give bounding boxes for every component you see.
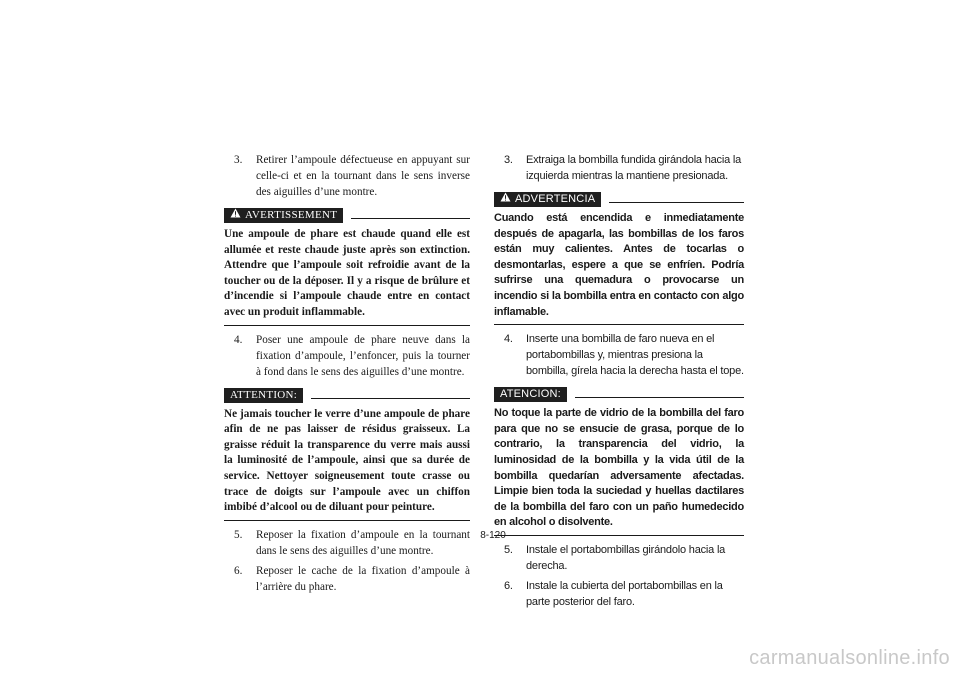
fr-warning-header [224, 208, 470, 223]
warning-triangle-icon [230, 208, 241, 223]
spanish-column [494, 152, 744, 610]
divider [609, 202, 744, 203]
fr-step-5 [234, 527, 470, 559]
es-attention-text: No toque la parte de vidrio de la bombilla del faro para que no se ensucie de grasa, porque de lo contrario, la transparencia del vidrio, la luminosidad de la bombilla y la vida útil de la bombilla quedarían adversamente afectadas. Limpie bien toda la suciedad y huellas dactilares de la bombilla del faro con un paño humedecido en alcohol o disolvente. [494, 406, 744, 536]
step-text: Poser une ampoule de phare neuve dans la fixation d’ampoule, l’enfoncer, puis la tourner à fond dans le sens des aiguilles d’une montre. [256, 333, 470, 378]
es-warning-badge [494, 192, 601, 207]
page-number: 8-120 [480, 530, 506, 541]
es-attention-badge [494, 387, 567, 402]
fr-step-3 [234, 152, 470, 200]
step-text: Inserte una bombilla de faro nueva en el portabombillas y, mientras presiona la bombilla, gírela hacia la derecha hasta el tope. [526, 333, 744, 378]
es-step-3 [504, 152, 744, 184]
step-number: 5. [504, 543, 513, 556]
fr-warning-text: Une ampoule de phare est chaude quand elle est allumée et reste chaude juste après son extinction. Attendre que l’ampoule soit refroidie avant de la toucher ou de la déposer. Il y a risque de brûlure et d’incendie si l’ampoule chaude entre en contact avec un produit inflammable. [224, 227, 470, 326]
step-text: Instale el portabombillas girándolo hacia la derecha. [526, 543, 726, 572]
fr-warning-badge [224, 208, 343, 223]
divider [311, 398, 470, 399]
es-attention-header [494, 387, 744, 402]
step-text: Retirer l’ampoule défectueuse en appuyant sur celle-ci et en la tournant dans le sens inverse des aiguilles d’une montre. [256, 154, 470, 198]
step-number: 3. [504, 154, 513, 166]
watermark: carmanualsonline.info [749, 647, 950, 669]
fr-step-4 [234, 332, 470, 380]
step-number: 6. [504, 579, 513, 592]
step-text: Instale la cubierta del portabombillas en la parte posterior del faro. [526, 579, 723, 608]
step-number: 4. [504, 333, 513, 346]
es-warning-label: ADVERTENCIA [515, 193, 596, 205]
warning-triangle-icon [500, 192, 511, 207]
step-text: Extraiga la bombilla fundida girándola hacia la izquierda mientras la mantiene presionada. [526, 154, 742, 182]
es-warning-text: Cuando está encendida e inmediatamente después de apagarla, las bombillas de los faros están muy calientes. Antes de tocarlas o desmontarlas, espere a que se enfríen. Podría sufrirse una quemadura o provocarse un incendio si la bombilla entra en contacto con algo inflamable. [494, 211, 744, 325]
divider [575, 397, 744, 398]
french-column [224, 152, 470, 595]
divider [351, 218, 470, 219]
es-warning-header [494, 192, 744, 207]
es-step-5 [504, 542, 744, 574]
es-attention-label: ATENCION: [500, 388, 561, 401]
fr-warning-label: AVERTISSEMENT [245, 209, 338, 221]
step-number: 5. [234, 528, 243, 541]
fr-step-6 [234, 563, 470, 595]
fr-attention-label: ATTENTION: [230, 388, 298, 401]
fr-attention-header [224, 388, 470, 403]
fr-attention-badge [224, 388, 303, 403]
es-step-6 [504, 578, 744, 610]
step-number: 3. [234, 154, 243, 166]
fr-attention-text: Ne jamais toucher le verre d’une ampoule de phare afin de ne pas laisser de résidus graisseux. La graisse réduit la transparence du verre mais aussi la luminosité de l’ampoule, ainsi que sa durée de service. Nettoyer soigneusement toute crasse ou trace de doigts sur l’ampoule avec un chiffon imbibé d’alcool ou de diluant pour peinture. [224, 407, 470, 521]
step-text: Reposer le cache de la fixation d’ampoule à l’arrière du phare. [256, 564, 470, 593]
step-number: 4. [234, 333, 243, 346]
step-text: Reposer la fixation d’ampoule en la tournant dans le sens des aiguilles d’une montre. [256, 528, 470, 557]
step-number: 6. [234, 564, 243, 577]
es-step-4 [504, 331, 744, 379]
